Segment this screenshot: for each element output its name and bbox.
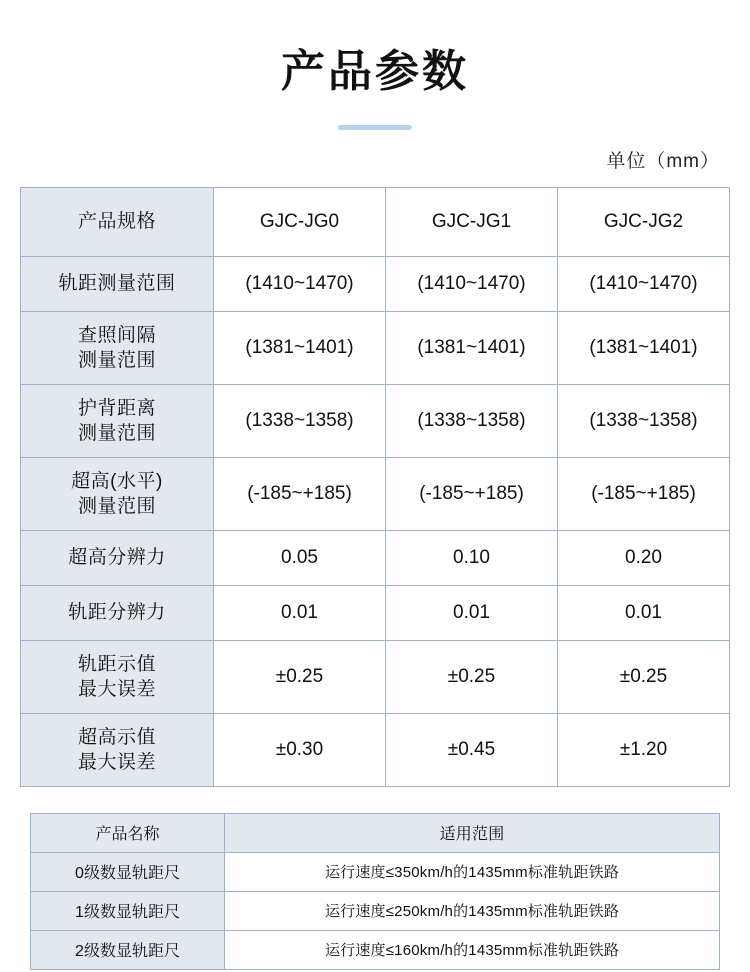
spec-cell: ±0.25 [558,640,730,713]
table-row [21,713,730,786]
table-row [31,891,720,930]
scope-column-header-range: 适用范围 [225,813,720,852]
table-row [31,852,720,891]
spec-cell: 0.05 [214,530,386,585]
spec-cell: ±0.30 [214,713,386,786]
spec-cell: 0.01 [386,585,558,640]
table-row [21,311,730,384]
spec-row-label-line2: 测量范围 [77,495,156,517]
spec-row-label: 轨距测量范围 [21,256,214,311]
scope-product-name: 2级数显轨距尺 [31,930,225,969]
spec-row-label-line1: 超高(水平) [71,470,163,492]
title-underline-rule [338,125,412,130]
spec-cell: (1410~1470) [214,256,386,311]
spec-cell: (1410~1470) [386,256,558,311]
spec-cell: (1381~1401) [558,311,730,384]
spec-row-label [21,713,214,786]
spec-row-label [21,311,214,384]
scope-product-range: 运行速度≤350km/h的1435mm标准轨距铁路 [225,852,720,891]
spec-row-label-line2: 最大误差 [77,751,156,773]
spec-row-label-line2: 最大误差 [77,678,156,700]
table-row [21,457,730,530]
spec-row-label [21,640,214,713]
spec-cell: (1338~1358) [558,384,730,457]
spec-cell: ±1.20 [558,713,730,786]
spec-row-label-line1: 超高示值 [77,726,156,748]
spec-cell: (-185~+185) [386,457,558,530]
spec-cell: (-185~+185) [558,457,730,530]
spec-row-label-line1: 护背距离 [77,397,156,419]
application-scope-table [30,813,720,970]
spec-cell: 0.01 [214,585,386,640]
spec-row-label-line1: 查照间隔 [77,324,156,346]
spec-column-header-1: GJC-JG1 [386,187,558,256]
specification-table [20,187,730,787]
unit-note: 单位（mm） [606,150,720,172]
spec-cell: (1338~1358) [386,384,558,457]
spec-cell: 0.20 [558,530,730,585]
spec-row-label-line2: 测量范围 [77,422,156,444]
spec-row-label-line1: 轨距示值 [77,653,156,675]
table-row [21,256,730,311]
spec-cell: (1381~1401) [214,311,386,384]
scope-column-header-name: 产品名称 [31,813,225,852]
spec-column-header-2: GJC-JG2 [558,187,730,256]
spec-row-label: 产品规格 [21,187,214,256]
application-scope-section [30,813,720,970]
scope-product-range: 运行速度≤160km/h的1435mm标准轨距铁路 [225,930,720,969]
table-row [21,384,730,457]
scope-product-name: 0级数显轨距尺 [31,852,225,891]
scope-product-range: 运行速度≤250km/h的1435mm标准轨距铁路 [225,891,720,930]
spec-column-header-0: GJC-JG0 [214,187,386,256]
spec-cell: ±0.25 [386,640,558,713]
spec-cell: (1338~1358) [214,384,386,457]
spec-row-label [21,384,214,457]
table-row [21,530,730,585]
spec-cell: ±0.25 [214,640,386,713]
spec-cell: 0.10 [386,530,558,585]
spec-cell: ±0.45 [386,713,558,786]
table-row [31,930,720,969]
table-row [21,187,730,256]
scope-product-name: 1级数显轨距尺 [31,891,225,930]
spec-cell: (-185~+185) [214,457,386,530]
table-row [21,585,730,640]
spec-cell: (1381~1401) [386,311,558,384]
spec-row-label-line2: 测量范围 [77,349,156,371]
spec-row-label: 超高分辨力 [21,530,214,585]
spec-cell: (1410~1470) [558,256,730,311]
spec-row-label: 轨距分辨力 [21,585,214,640]
table-row [31,813,720,852]
page-title: 产品参数 [281,47,469,96]
spec-row-label [21,457,214,530]
table-row [21,640,730,713]
spec-cell: 0.01 [558,585,730,640]
